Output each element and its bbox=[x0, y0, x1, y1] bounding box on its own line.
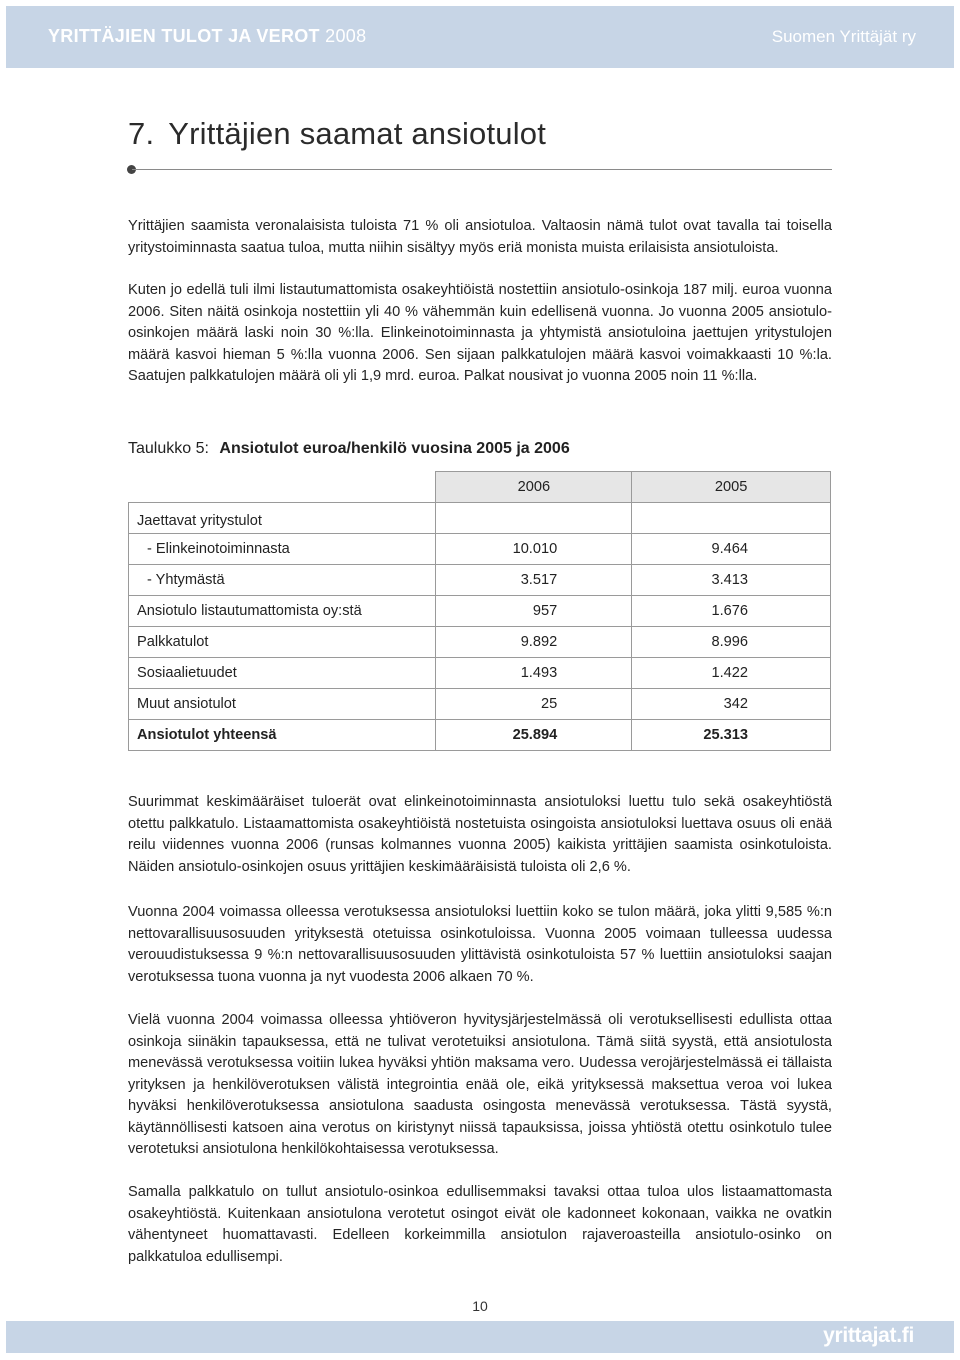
table-cell-2005: 1.422 bbox=[632, 658, 831, 689]
table-total-row bbox=[129, 720, 831, 751]
table-caption-prefix: Taulukko 5: bbox=[128, 440, 209, 457]
table-cell-2006: 3.517 bbox=[436, 565, 632, 596]
paragraph-dividends: Kuten jo edellä tuli ilmi listautumattomista osakeyhtiöistä nostettiin ansiotulo-osinkoja 187 milj. euroa vuonna 2006. Siten näitä osinkoja nostettiin yli 40 % vähemmän kuin edellisenä vuonna. Jo vuonna 2005 ansiotulo-osinkojen määrä laski noin 30 %:lla. Elinkeinotoiminnasta ja yhtymistä ansiotuloina jaettujen yritystulojen määrä kasvoi hieman 5 %:lla vuonna 2006. Sen sijaan palkkatulojen määrä kasvoi voimakkaasti 10 %:la. Saatujen palkkatulojen määrä oli yli 1,9 mrd. euroa. Palkat nousivat jo vuonna 2005 noin 11 %:lla. bbox=[128, 282, 832, 384]
paragraph-credit-system: Vielä vuonna 2004 voimassa olleessa yhtiöveron hyvitysjärjestelmässä oli verotuksellisesti edullista ottaa osinkoja siinäkin tapauksessa, että ne tulivat verotetuiksi ansiotulona. Tämä siitä syystä, että ansiotulosta menevässä verotuksessa voitiin lukea hyväksi yhtiön maksama vero. Uudessa verojärjestelmässä ei tällaista yrityksen ja henkilöverotuksen välistä integrointia enää ole, eikä yrityksessä maksettua veroa voi lukea hyväksi henkilöverotuksessa ansiotulona saadusta osingosta menevässä verotuksessa. Tästä syystä, käytännöllisesti katsoen aina verotus on kiristynyt niissä tapauksissa, joissa yhtiöstä otettu osinkotulo tulee verotetuksi ansiotulona henkilökohtaisessa verotuksessa. bbox=[128, 1012, 832, 1157]
table-cell-2006: 9.892 bbox=[436, 627, 632, 658]
table-cell-2005 bbox=[632, 503, 831, 534]
table-cell-2005: 3.413 bbox=[632, 565, 831, 596]
table-cell-2006: 25.894 bbox=[436, 720, 632, 751]
table-caption bbox=[128, 440, 570, 458]
table-row bbox=[129, 627, 831, 658]
table-row-label: Ansiotulo listautumattomista oy:stä bbox=[129, 596, 436, 627]
paragraph-averages: Suurimmat keskimääräiset tuloerät ovat elinkeinotoiminnasta ansiotuloksi luettu tulo sekä osakeyhtiöstä otettu palkkatulo. Listaamattomista osakeyhtiöistä nostetuista osingoista ansiotuloksi luettava osuus oli enää reilu viidennes vuonna 2006 (runsas kolmannes vuonna 2005) kaikista yrittäjien saamista osinkotuloista. Näiden ansiotulo-osinkojen osuus yrittäjien keskimääräisistä tuloista oli 2,6 %. bbox=[128, 794, 832, 875]
title-divider bbox=[132, 169, 832, 170]
paragraph-intro: Yrittäjien saamista veronalaisista tuloista 71 % oli ansiotuloa. Valtaosin nämä tulot ovat tavalla tai toisella yritystoiminnasta saatua tuloa, mutta niihin sisältyy myös eriä monista muista erilaisista ansiotuloista. bbox=[128, 218, 832, 256]
table-row-label: Jaettavat yritystulot bbox=[129, 503, 436, 534]
table-caption-title: Ansiotulot euroa/henkilö vuosina 2005 ja 2006 bbox=[219, 440, 570, 457]
table-header-row bbox=[129, 472, 831, 503]
table-cell-2005: 9.464 bbox=[632, 534, 831, 565]
header-bar bbox=[6, 6, 954, 68]
table-header-2006: 2006 bbox=[436, 472, 632, 503]
header-year: 2008 bbox=[325, 26, 367, 46]
table-cell-2005: 1.676 bbox=[632, 596, 831, 627]
table-row-label: Muut ansiotulot bbox=[129, 689, 436, 720]
section-number: 7. bbox=[128, 116, 155, 151]
table-row bbox=[129, 658, 831, 689]
table-header-2005: 2005 bbox=[632, 472, 831, 503]
header-title bbox=[48, 26, 366, 47]
footer-bar bbox=[6, 1321, 954, 1353]
header-title-text: YRITTÄJIEN TULOT JA VEROT bbox=[48, 26, 320, 46]
table-row-label: - Yhtymästä bbox=[129, 565, 436, 596]
income-table bbox=[128, 471, 831, 751]
section-title-text: Yrittäjien saamat ansiotulot bbox=[168, 116, 547, 151]
table-row bbox=[129, 596, 831, 627]
table-cell-2006: 10.010 bbox=[436, 534, 632, 565]
table-cell-2006 bbox=[436, 503, 632, 534]
table-row bbox=[129, 565, 831, 596]
table-row bbox=[129, 534, 831, 565]
page-number: 10 bbox=[472, 1298, 488, 1314]
table-cell-2006: 1.493 bbox=[436, 658, 632, 689]
header-organization: Suomen Yrittäjät ry bbox=[771, 27, 916, 46]
table-header-empty bbox=[129, 472, 436, 503]
table-row bbox=[129, 503, 831, 534]
table-row-label: Palkkatulot bbox=[129, 627, 436, 658]
section-title bbox=[128, 116, 546, 152]
table-row-label: - Elinkeinotoiminnasta bbox=[129, 534, 436, 565]
table-cell-2006: 25 bbox=[436, 689, 632, 720]
table-cell-2005: 342 bbox=[632, 689, 831, 720]
paragraph-taxation-2004: Vuonna 2004 voimassa olleessa verotuksessa ansiotuloksi luettiin koko se tulon määrä, joka ylitti 9,585 %:n nettovarallisuusosuuden yrityksestä otetuissa osinkotuloissa. Vuonna 2005 voimaan tulleessa uudessa verouudistuksessa 9 %:n nettovarallisuusosuuden ylittävistä osinkotuloista 57 % luettiin ansiotuloksi saajan verotuksessa tuona vuonna ja nyt vuodesta 2006 alkaen 70 %. bbox=[128, 904, 832, 985]
table-cell-2006: 957 bbox=[436, 596, 632, 627]
table-row bbox=[129, 689, 831, 720]
table-row-label: Ansiotulot yhteensä bbox=[129, 720, 436, 751]
footer-logo[interactable]: yrittajat.fi bbox=[823, 1324, 914, 1347]
paragraph-salary: Samalla palkkatulo on tullut ansiotulo-osinkoa edullisemmaksi tavaksi ottaa tuloa ulos listaamattomasta osakeyhtiöstä. Kuitenkaan ansiotulona verotetut osingot eivät ole kadonneet kokonaan, vaikka ne ovatkin vähentyneet huomattavasti. Edelleen korkeimmilla ansiotulon rajaveroasteilla ansiotulo-osinko on palkkatuloa edullisempi. bbox=[128, 1184, 832, 1265]
table-cell-2005: 25.313 bbox=[632, 720, 831, 751]
table-cell-2005: 8.996 bbox=[632, 627, 831, 658]
table-row-label: Sosiaalietuudet bbox=[129, 658, 436, 689]
